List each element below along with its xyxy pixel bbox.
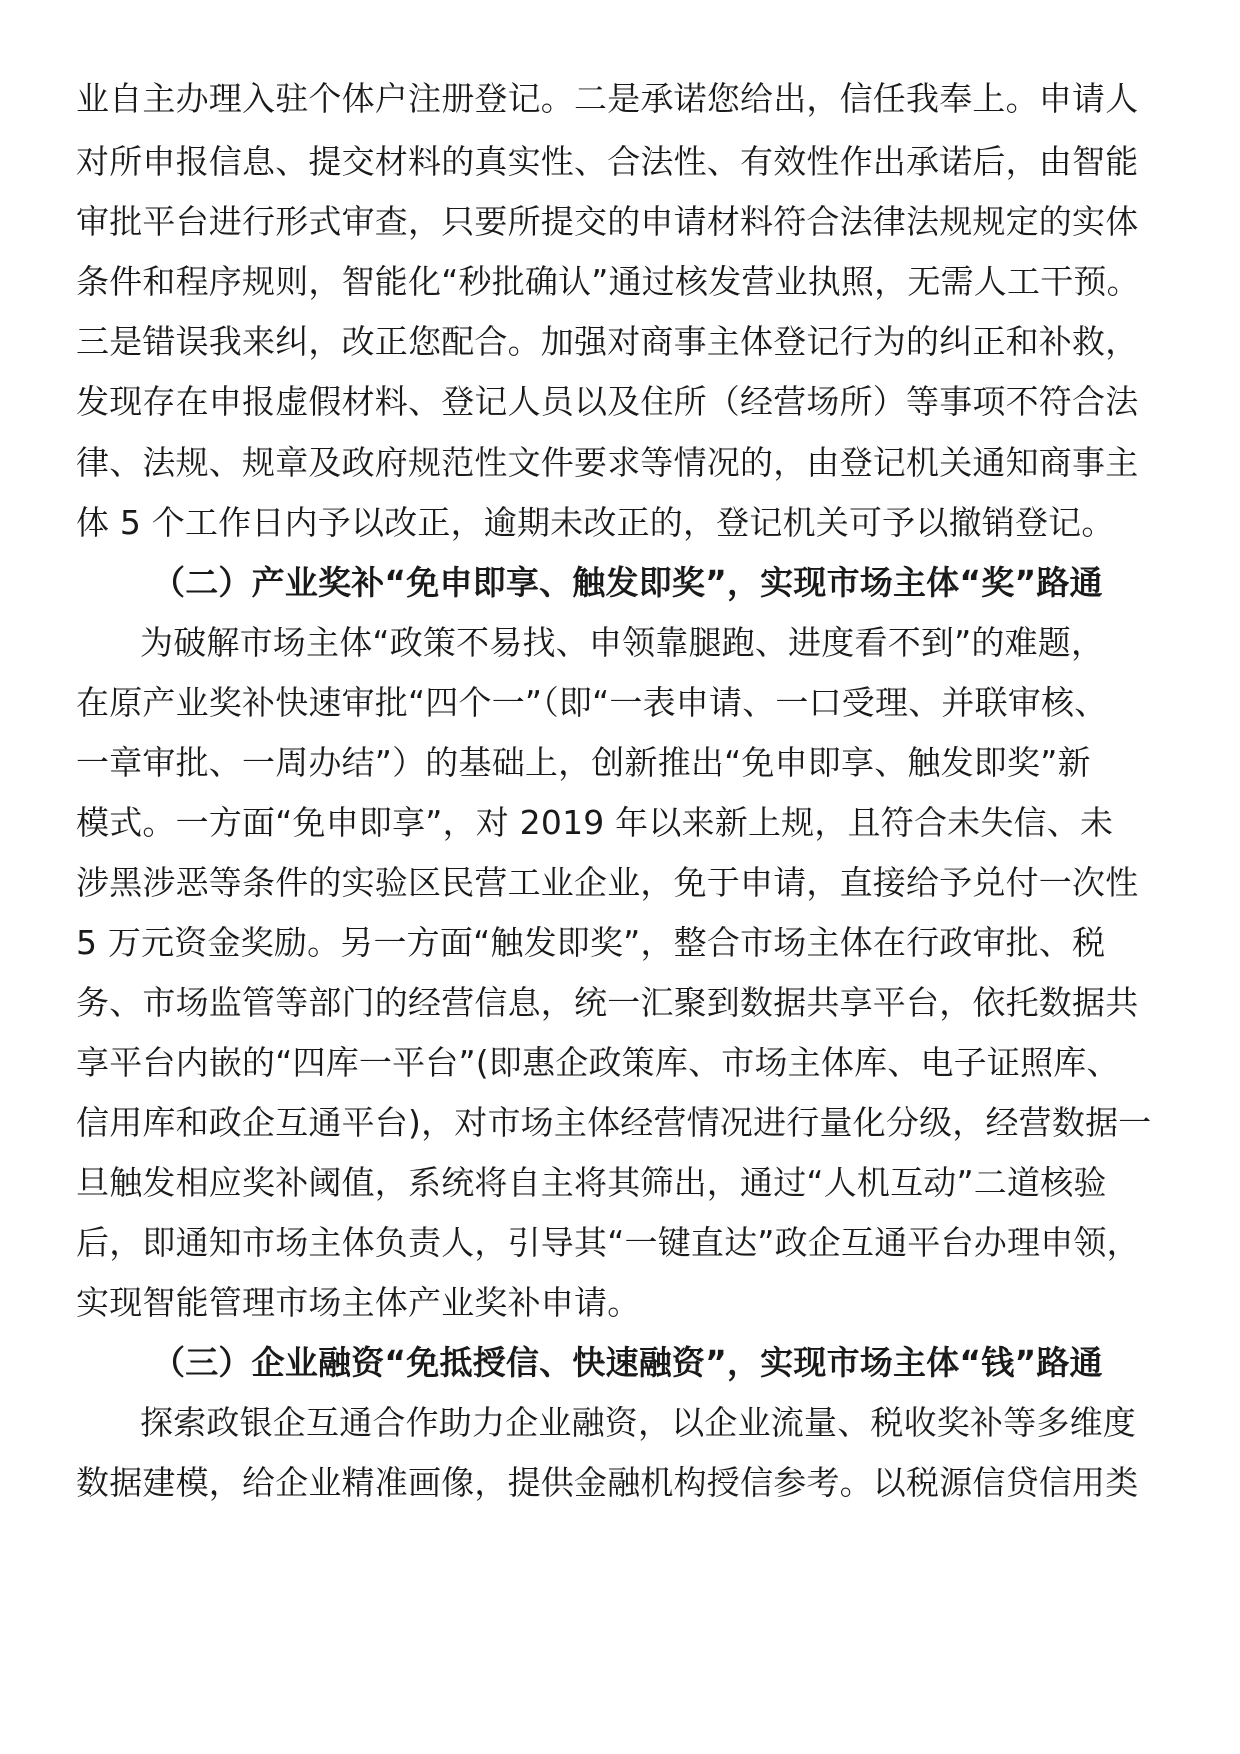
text-line: 实现智能管理市场主体产业奖补申请。	[76, 1283, 641, 1322]
text-line: 条件和程序规则，智能化“秒批确认”通过核发营业执照，无需人工干预。	[76, 262, 1140, 301]
text-line: 享平台内嵌的“四库一平台”(即惠企政策库、市场主体库、电子证照库、	[76, 1043, 1120, 1082]
text-line: 信用库和政企互通平台)，对市场主体经营情况进行量化分级，经营数据一	[76, 1103, 1152, 1142]
text-line: 业自主办理入驻个体户注册登记。二是承诺您给出，信任我奉上。申请人	[76, 79, 1139, 118]
paragraph-first-line: 为破解市场主体“政策不易找、申领靠腿跑、进度看不到”的难题，	[140, 623, 1105, 662]
text-line: 后，即通知市场主体负责人，引导其“一键直达”政企互通平台办理申领，	[76, 1223, 1140, 1262]
text-line: 体 5 个工作日内予以改正，逾期未改正的，登记机关可予以撤销登记。	[76, 503, 1115, 542]
text-line: 5 万元资金奖励。另一方面“触发即奖”，整合市场主体在行政审批、税	[76, 923, 1106, 962]
text-line: 三是错误我来纠，改正您配合。加强对商事主体登记行为的纠正和补救，	[76, 322, 1139, 361]
section-heading-3: （三）企业融资“免抵授信、快速融资”，实现市场主体“钱”路通	[152, 1343, 1103, 1382]
paragraph-first-line: 探索政银企互通合作助力企业融资，以企业流量、税收奖补等多维度	[140, 1403, 1136, 1442]
text-line: 模式。一方面“免申即享”，对 2019 年以来新上规，且符合未失信、未	[76, 803, 1114, 842]
text-line: 发现存在申报虚假材料、登记人员以及住所（经营场所）等事项不符合法	[76, 382, 1139, 421]
text-line: 在原产业奖补快速审批“四个一”（即“一表申请、一口受理、并联审核、	[76, 683, 1108, 722]
section-heading-2: （二）产业奖补“免申即享、触发即奖”，实现市场主体“奖”路通	[152, 563, 1103, 602]
text-line: 务、市场监管等部门的经营信息，统一汇聚到数据共享平台，依托数据共	[76, 983, 1139, 1022]
text-line: 旦触发相应奖补阈值，系统将自主将其筛出，通过“人机互动”二道核验	[76, 1163, 1107, 1202]
text-line: 数据建模，给企业精准画像，提供金融机构授信参考。以税源信贷信用类	[76, 1463, 1139, 1502]
text-line: 律、法规、规章及政府规范性文件要求等情况的，由登记机关通知商事主	[76, 443, 1139, 482]
text-line: 审批平台进行形式审查，只要所提交的申请材料符合法律法规规定的实体	[76, 202, 1139, 241]
text-line: 对所申报信息、提交材料的真实性、合法性、有效性作出承诺后，由智能	[76, 142, 1139, 181]
text-line: 一章审批、一周办结”）的基础上，创新推出“免申即享、触发即奖”新	[76, 743, 1091, 782]
text-line: 涉黑涉恶等条件的实验区民营工业企业，免于申请，直接给予兑付一次性	[76, 863, 1139, 902]
